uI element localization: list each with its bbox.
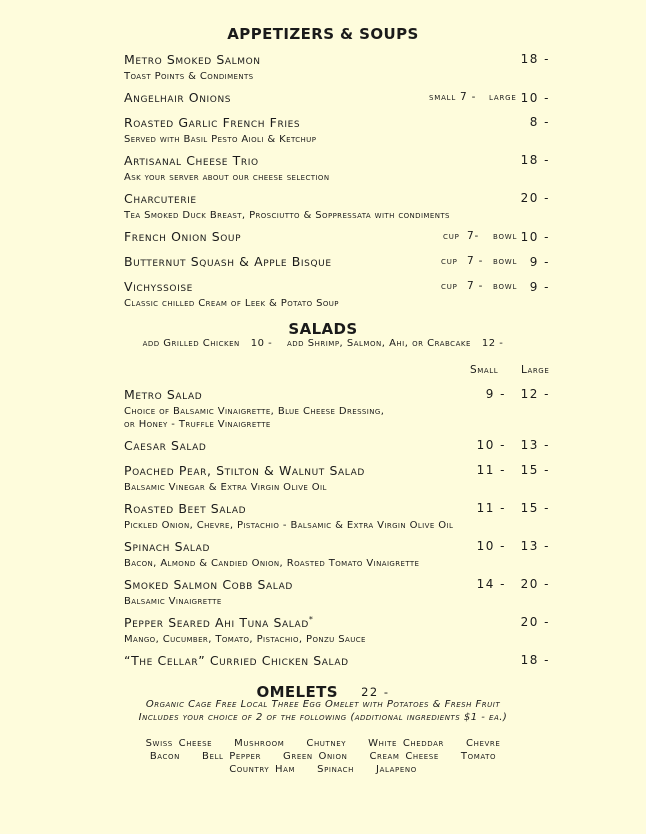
- large-price: 12 -: [520, 387, 550, 401]
- ingredient: Chutney: [306, 738, 347, 749]
- menu-item: [124, 387, 554, 431]
- large-price: 18 -: [520, 653, 550, 667]
- ingredient: Tomato: [460, 751, 497, 762]
- item-description: Pickled Onion, Chevre, Pistachio - Balsamic & Extra Virgin Olive Oil: [124, 520, 454, 531]
- item-description: or Honey - Truffle Vinaigrette: [124, 419, 271, 430]
- item-name: Poached Pear, Stilton & Walnut Salad: [124, 463, 365, 478]
- item-price: 20 -: [520, 191, 550, 205]
- item-name: Smoked Salmon Cobb Salad: [124, 577, 293, 592]
- item-description: Choice of Balsamic Vinaigrette, Blue Cheese Dressing,: [124, 406, 385, 417]
- column-header-large: Large: [521, 364, 550, 376]
- item-description: Balsamic Vinaigrette: [124, 596, 222, 607]
- column-header-small: Small: [470, 364, 499, 376]
- small-price: 11 -: [476, 501, 506, 515]
- ingredients-row: [0, 764, 646, 775]
- ingredient: Chevre: [466, 738, 501, 749]
- item-name: Caesar Salad: [124, 438, 207, 453]
- small-price: 11 -: [476, 463, 506, 477]
- salads-addons: add Grilled Chicken 10 - add Shrimp, Salmon, Ahi, or Crabcake 12 -: [142, 338, 504, 349]
- ingredient: Bell Pepper: [201, 751, 262, 762]
- item-name: Charcuterie: [124, 191, 197, 206]
- ingredient: White Cheddar: [368, 738, 445, 749]
- omelets-description: Includes your choice of 2 of the following (additional ingredients $1 - ea.): [138, 712, 508, 723]
- raw-fish-marker: *: [308, 615, 314, 624]
- size-label: bowl: [493, 230, 518, 242]
- appetizers-title: APPETIZERS & SOUPS: [227, 25, 419, 43]
- ingredient: Bacon: [149, 751, 180, 762]
- large-price: 13 -: [520, 539, 550, 553]
- ingredient: Jalapeno: [376, 764, 417, 775]
- menu-item: [124, 254, 554, 269]
- menu-item: [124, 52, 554, 83]
- item-name-row: [124, 615, 554, 630]
- small-price: 10 -: [476, 438, 506, 452]
- item-description: Balsamic Vinegar & Extra Virgin Olive Oil: [124, 482, 327, 493]
- large-price: 20 -: [520, 615, 550, 629]
- size-price: 7 -: [467, 255, 484, 267]
- menu-item: [124, 229, 554, 244]
- size-price: 9 -: [529, 280, 550, 294]
- item-name: Angelhair Onions: [124, 90, 232, 105]
- item-name: Roasted Garlic French Fries: [124, 115, 301, 130]
- menu-item: [124, 577, 554, 608]
- size-price: 7 -: [460, 91, 477, 103]
- ingredient: Country Ham: [229, 764, 296, 775]
- small-price: 9 -: [485, 387, 506, 401]
- omelets-title: OMELETS: [256, 683, 339, 701]
- menu-item: [124, 539, 554, 570]
- size-label: bowl: [493, 255, 518, 267]
- menu-item: [124, 279, 554, 310]
- menu-item: [124, 438, 554, 453]
- item-name: Vichyssoise: [124, 279, 193, 294]
- item-name: Metro Salad: [124, 387, 203, 402]
- item-description: Classic chilled Cream of Leek & Potato Soup: [124, 298, 339, 309]
- menu-item: [124, 463, 554, 494]
- item-description: Toast Points & Condiments: [124, 71, 254, 82]
- size-label: small: [429, 91, 457, 103]
- menu-item: [124, 191, 554, 222]
- large-price: 15 -: [520, 501, 550, 515]
- item-description: Bacon, Almond & Candied Onion, Roasted Tomato Vinaigrette: [124, 558, 420, 569]
- size-price: 7 -: [467, 280, 484, 292]
- omelets-price: 22 -: [361, 685, 390, 699]
- menu-item: [124, 153, 554, 184]
- item-price: 18 -: [520, 52, 550, 66]
- small-price: 10 -: [476, 539, 506, 553]
- item-description: Ask your server about our cheese selection: [124, 172, 330, 183]
- size-label: cup: [441, 255, 458, 267]
- ingredient: Green Onion: [283, 751, 348, 762]
- size-price: 10 -: [520, 230, 550, 244]
- item-description: Tea Smoked Duck Breast, Prosciutto & Soppressata with condiments: [124, 210, 450, 221]
- large-price: 15 -: [520, 463, 550, 477]
- small-price: 14 -: [476, 577, 506, 591]
- size-price: 10 -: [520, 91, 550, 105]
- large-price: 13 -: [520, 438, 550, 452]
- menu-item: [124, 501, 554, 532]
- large-price: 20 -: [520, 577, 550, 591]
- ingredient: Cream Cheese: [369, 751, 439, 762]
- item-name: Artisanal Cheese Trio: [124, 153, 259, 168]
- item-name: French Onion Soup: [124, 229, 242, 244]
- size-label: cup: [443, 230, 460, 242]
- ingredients-row: [0, 751, 646, 762]
- menu-item: [124, 653, 554, 668]
- item-name: Metro Smoked Salmon: [124, 52, 261, 67]
- item-name: Spinach Salad: [124, 539, 210, 554]
- size-price: 9 -: [529, 255, 550, 269]
- item-name: “The Cellar” Curried Chicken Salad: [124, 653, 349, 668]
- menu-item: [124, 90, 554, 105]
- item-name: Pepper Seared Ahi Tuna Salad: [124, 615, 309, 631]
- salads-title: SALADS: [288, 320, 358, 338]
- ingredient: Mushroom: [234, 738, 285, 749]
- item-price: 18 -: [520, 153, 550, 167]
- menu-item: [124, 615, 554, 646]
- size-label: large: [489, 91, 517, 103]
- item-price: 8 -: [529, 115, 550, 129]
- ingredients-row: [0, 738, 646, 749]
- ingredient: Swiss Cheese: [145, 738, 213, 749]
- menu-item: [124, 115, 554, 146]
- omelets-description: Organic Cage Free Local Three Egg Omelet with Potatoes & Fresh Fruit: [145, 699, 501, 710]
- item-name: Butternut Squash & Apple Bisque: [124, 254, 332, 269]
- item-description: Mango, Cucumber, Tomato, Pistachio, Ponzu Sauce: [124, 634, 366, 646]
- size-price: 7-: [467, 230, 480, 242]
- item-name: Roasted Beet Salad: [124, 501, 247, 516]
- size-label: cup: [441, 280, 458, 292]
- ingredient: Spinach: [317, 764, 355, 775]
- item-description: Served with Basil Pesto Aioli & Ketchup: [124, 134, 317, 145]
- size-label: bowl: [493, 280, 518, 292]
